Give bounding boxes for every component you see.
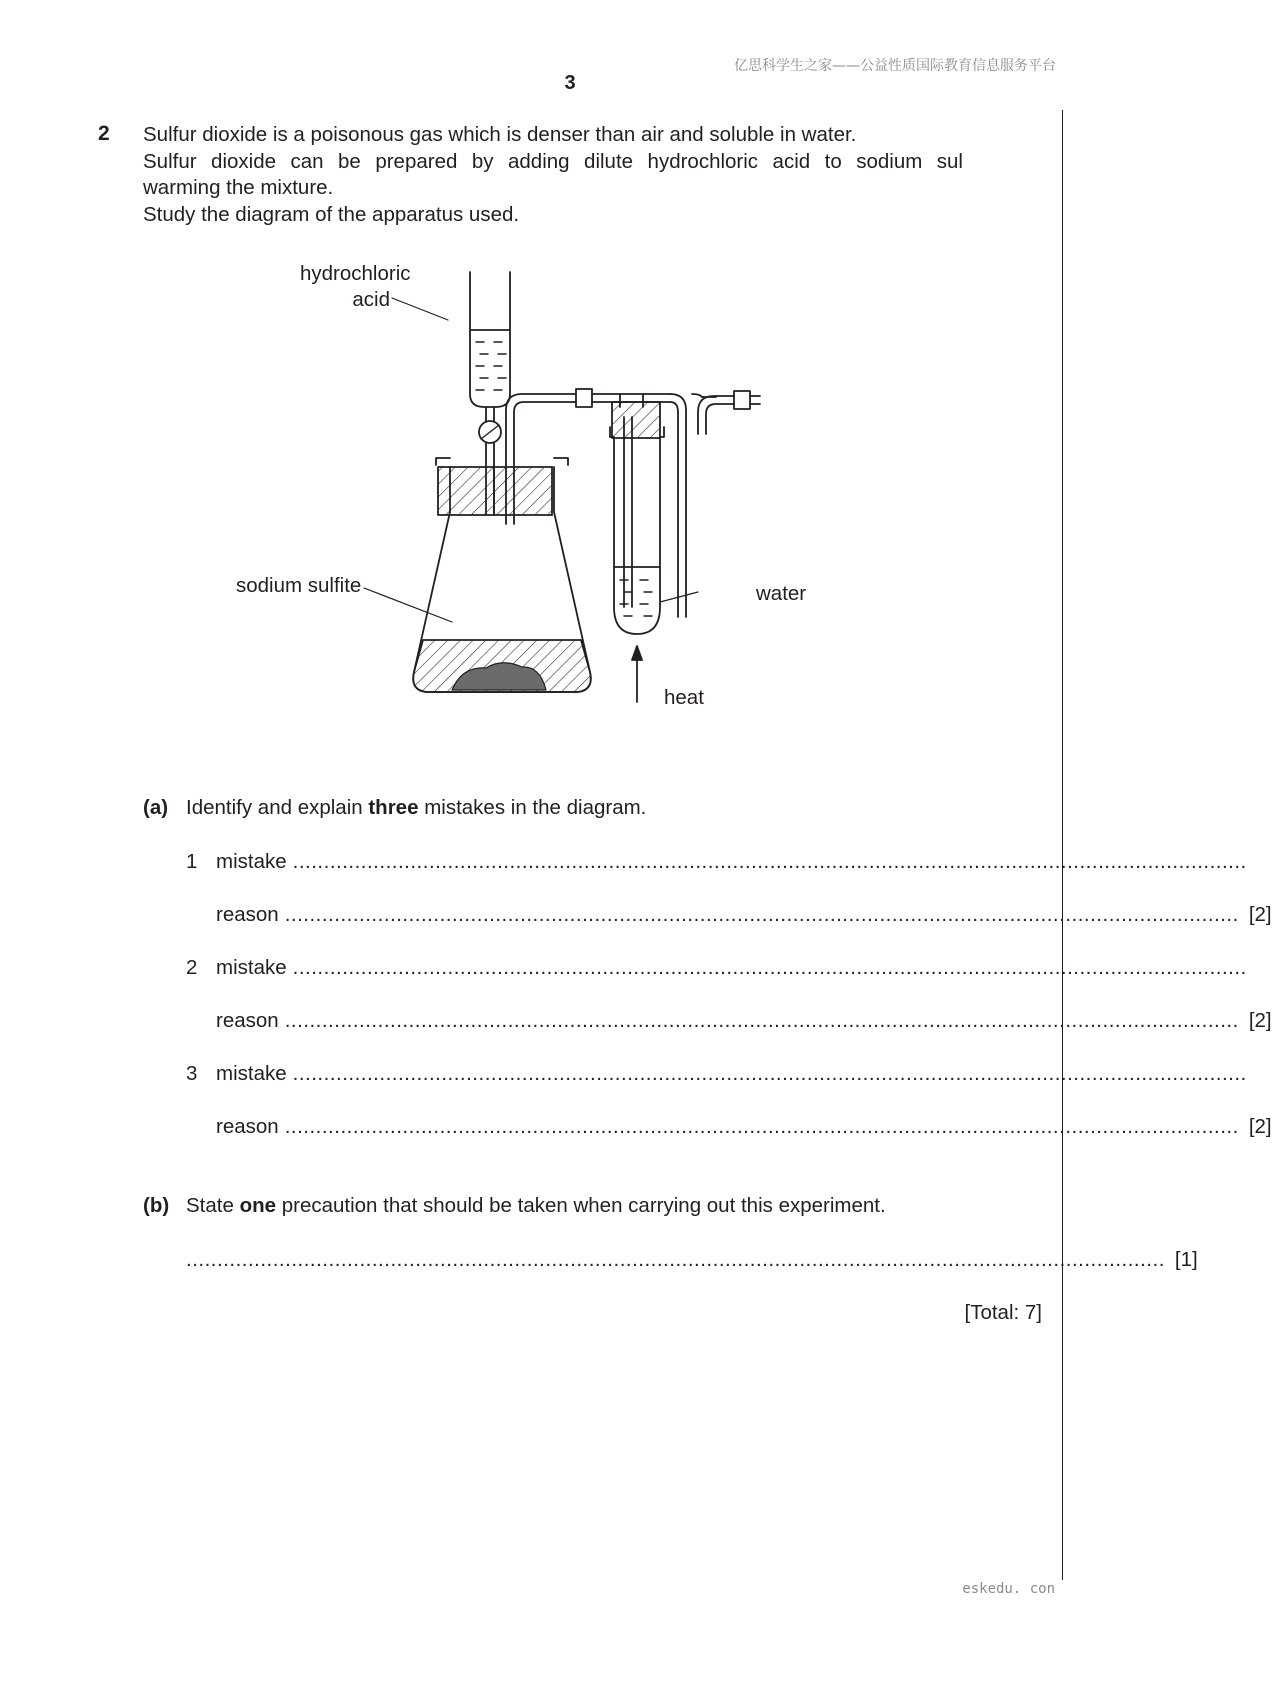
item-number: 2 [186, 956, 198, 979]
item-number: 3 [186, 1062, 198, 1085]
footer-watermark: eskedu. con [962, 1581, 1055, 1597]
leader-lines [364, 298, 698, 622]
total-marks: [Total: 7] [964, 1301, 1042, 1324]
apparatus-drawing [240, 262, 820, 762]
page-number: 3 [564, 72, 576, 94]
heat-arrow [632, 646, 642, 702]
answer-line-reason-1[interactable]: reason .......................................................................................................................................................... [2] [216, 903, 1272, 926]
part-a-label: (a) [143, 796, 169, 819]
item-number: 1 [186, 850, 198, 873]
answer-line-mistake-1[interactable]: mistake .......................................................................................................................................................... [216, 850, 1247, 873]
header-watermark: 亿思科学生之家——公益性质国际教育信息服务平台 [734, 58, 1056, 74]
answer-line-mistake-3[interactable]: mistake .......................................................................................................................................................... [216, 1062, 1247, 1085]
intro-line-3: warming the mixture. [143, 176, 334, 199]
part-b-label: (b) [143, 1194, 170, 1217]
part-a-question: Identify and explain three mistakes in the diagram. [186, 796, 647, 819]
label-heat: heat [664, 686, 704, 709]
label-acid: acid [352, 288, 390, 311]
intro-line-2: Sulfur dioxide can be prepared by adding dilute hydrochloric acid to sodium sul [143, 149, 963, 173]
question-number: 2 [98, 122, 110, 145]
label-water: water [756, 582, 807, 605]
answer-line-mistake-2[interactable]: mistake .......................................................................................................................................................... [216, 956, 1247, 979]
label-hydrochloric: hydrochloric [300, 262, 411, 285]
part-b-question: State one precaution that should be taken when carrying out this experiment. [186, 1194, 886, 1217]
intro-line-4: Study the diagram of the apparatus used. [143, 202, 520, 226]
label-sodium-sulfite: sodium sulfite [236, 574, 362, 597]
answer-line-precaution[interactable]: .............................................................................................................................................................. [1] [186, 1248, 1198, 1271]
conical-flask [413, 458, 591, 692]
answer-line-reason-3[interactable]: reason .......................................................................................................................................................... [2] [216, 1115, 1272, 1138]
apparatus-diagram [236, 262, 820, 767]
test-tube [610, 402, 664, 634]
margin-rule [1062, 110, 1063, 1580]
intro-line-1: Sulfur dioxide is a poisonous gas which is denser than air and soluble in water. [143, 123, 857, 146]
answer-line-reason-2[interactable]: reason .......................................................................................................................................................... [2] [216, 1009, 1272, 1032]
exit-tube [698, 391, 760, 434]
